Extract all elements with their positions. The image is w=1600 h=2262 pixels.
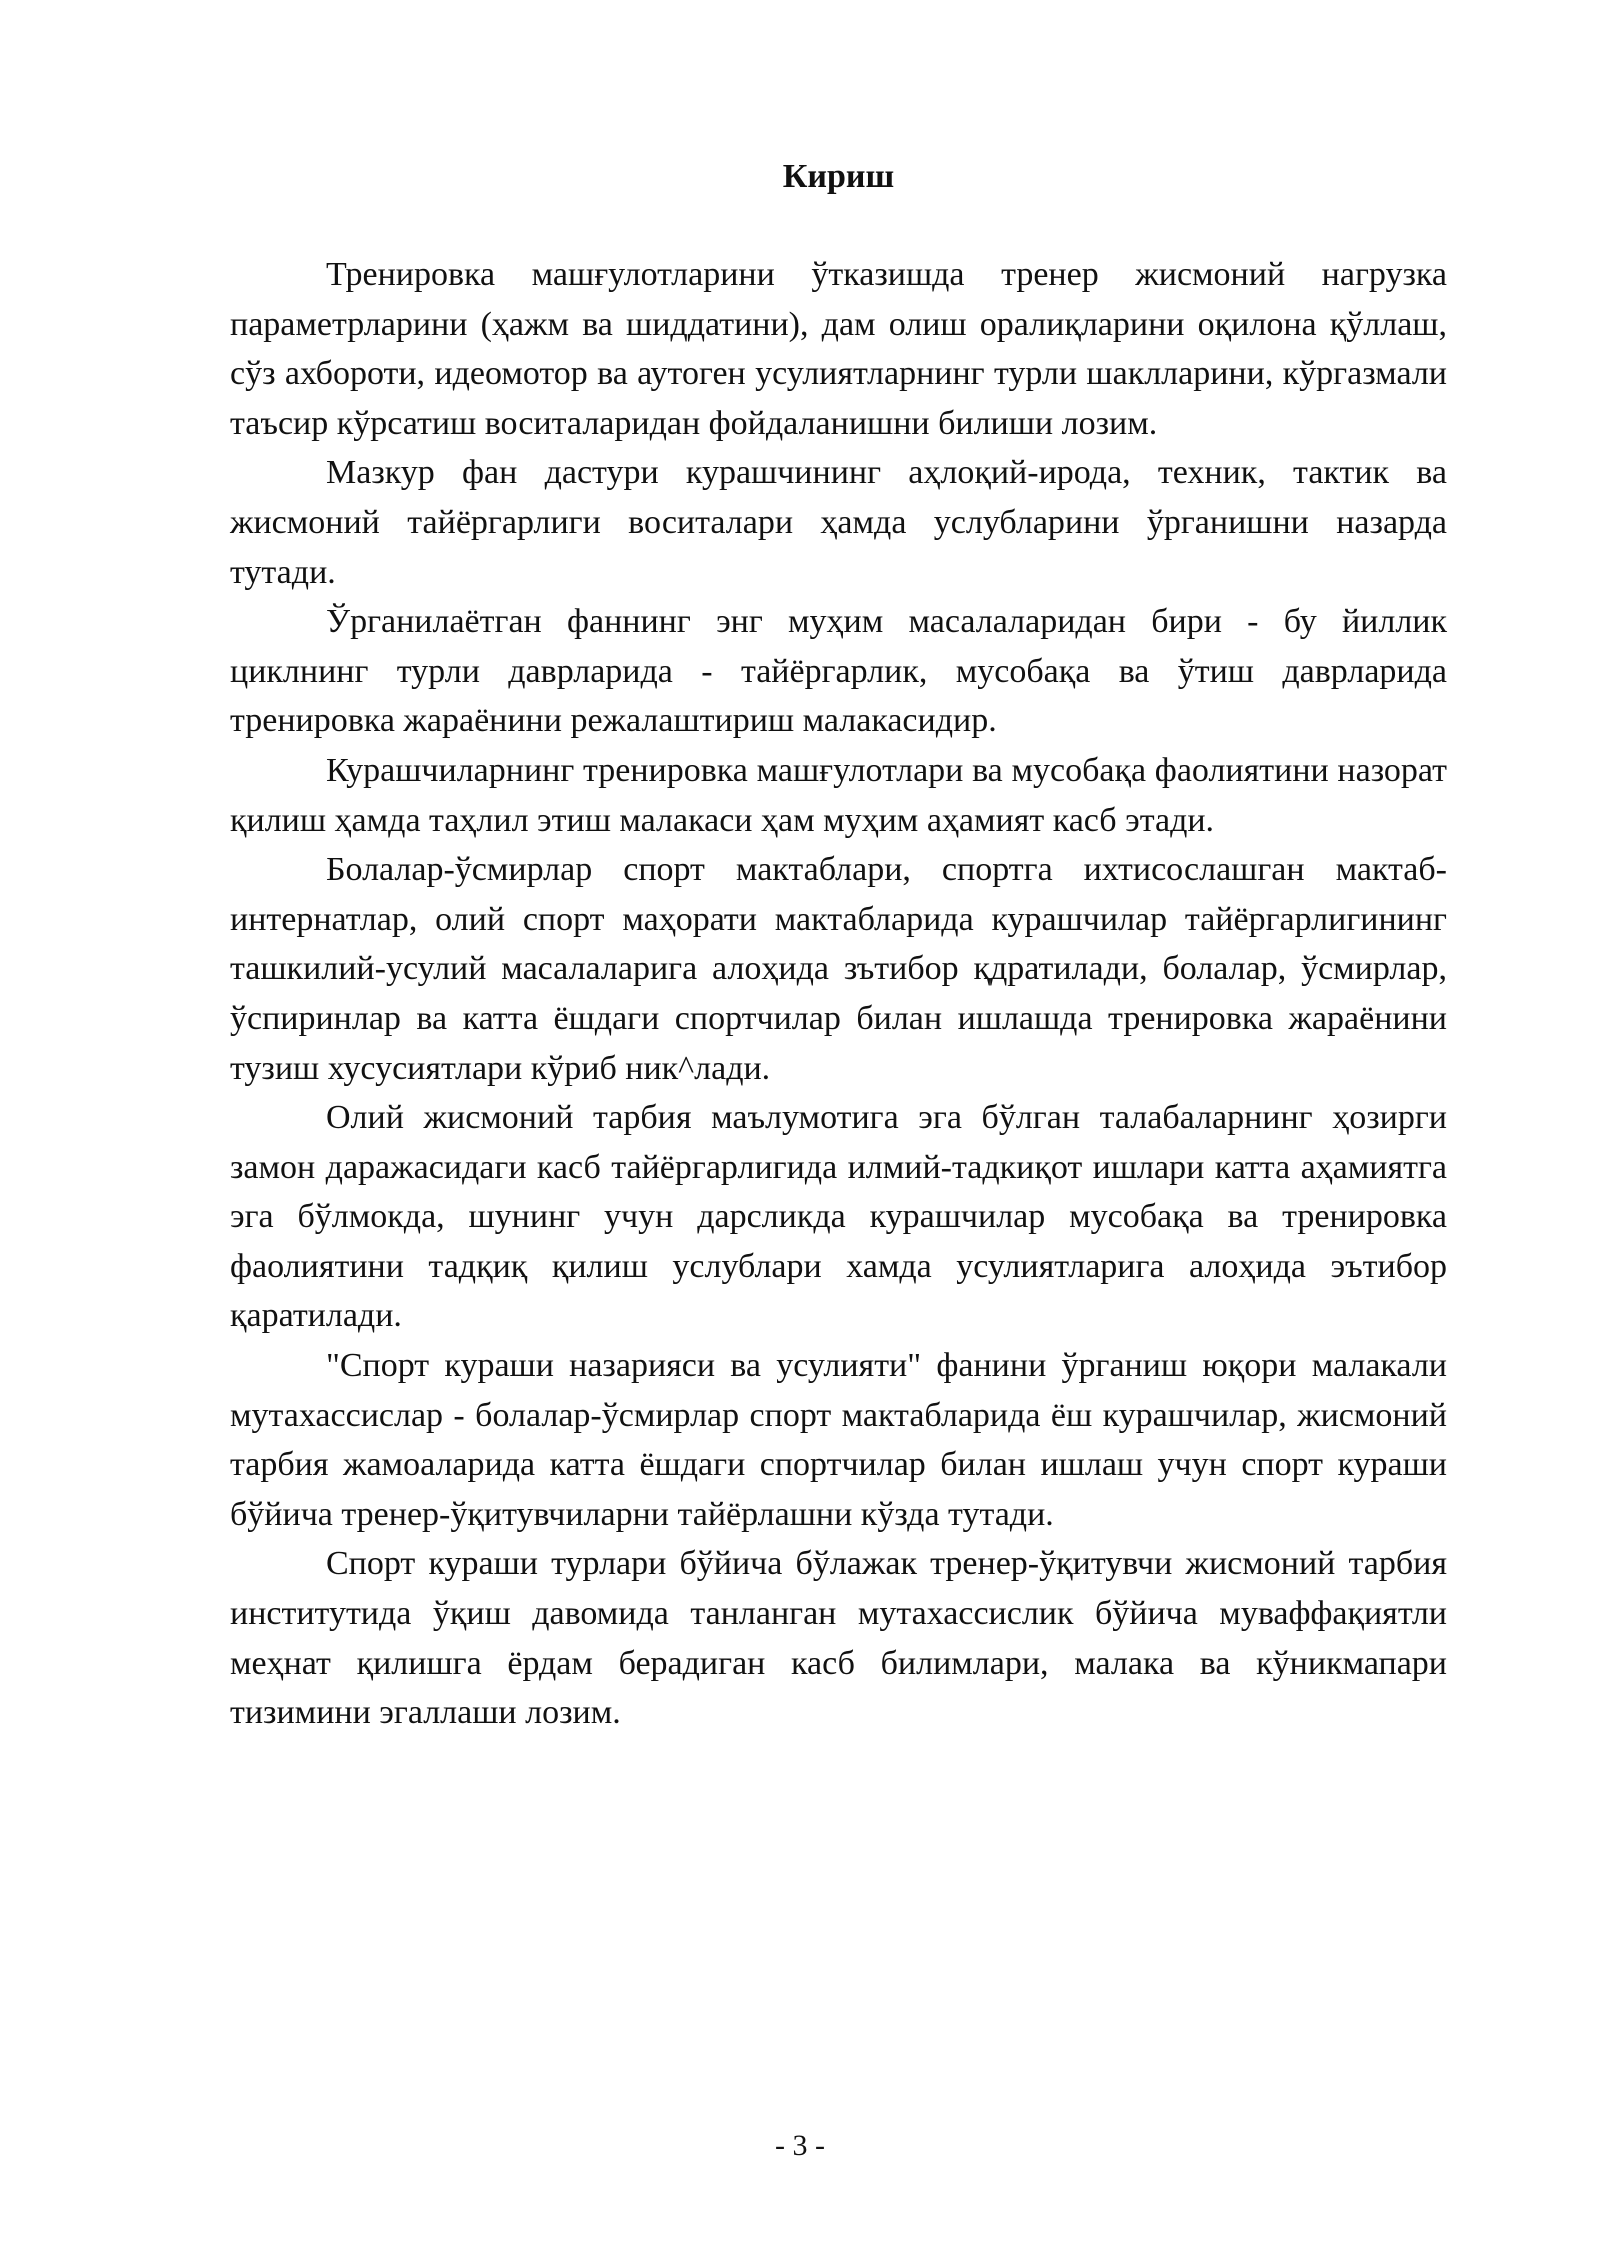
document-title: Кириш: [782, 158, 895, 195]
page-number: - 3 -: [775, 2129, 825, 2162]
paragraph-5: Болалар-ўсмирлар спорт мактаблари, спортга ихтисослашган мактаб-интернатлар, олий спорт маҳорати мактабларида курашчилар тайёргарлигининг ташкилий-усулий масалаларига алоҳида зътибор қдратилади, болалар, ўсмирлар, ўспиринлар ва катта ёшдаги спортчилар билан ишлашда тренировка жараёнини тузиш хусусиятлари кўриб ник^лади.: [230, 851, 1447, 1087]
paragraph-4: Курашчиларнинг тренировка машғулотлари ва мусобақа фаолиятини назорат қилиш ҳамда таҳлил этиш малакаси ҳам муҳим аҳамият касб этади.: [230, 751, 1447, 839]
paragraph-7: "Спорт кураши назарияси ва усулияти" фанини ўрганиш юқори малакали мутахассислар - болалар-ўсмирлар спорт мактабларида ёш курашчилар, жисмоний тарбия жамоаларида катта ёшдаги спортчилар билан ишлаш учун спорт кураши бўйича тренер-ўқитувчиларни тайёрлашни кўзда тутади.: [230, 1347, 1447, 1533]
paragraph-3: Ўрганилаётган фаннинг энг муҳим масалаларидан бири - бу йиллик циклнинг турли даврларида - тайёргарлик, мусобақа ва ўтиш даврларида тренировка жараёнини режалаштириш малакасидир.: [230, 603, 1447, 740]
paragraph-6: Олий жисмоний тарбия маълумотига эга бўлган талабаларнинг ҳозирги замон даражасидаги касб тайёргарлигида илмий-тадкиқот ишлари катта аҳамиятга эга бўлмокда, шунинг учун дарсликда курашчилар мусобақа ва тренировка фаолиятини тадқиқ қилиш услублари хамда усулиятларига алоҳида эътибор қаратилади.: [230, 1099, 1447, 1335]
paragraph-8: Спорт кураши турлари бўйича бўлажак тренер-ўқитувчи жисмоний тарбия институтида ўқиш давомида танланган мутахассислик бўйича муваффақиятли меҳнат қилишга ёрдам берадиган касб билимлари, малака ва кўникмапари тизимини эгаллаши лозим.: [230, 1545, 1447, 1732]
paragraph-1: Тренировка машғулотларини ўтказишда тренер жисмоний нагрузка параметрларини (ҳажм ва шиддатини), дам олиш оралиқларини оқилона қўллаш, сўз ахбороти, идеомотор ва аутоген усулиятларнинг турли шаклларини, кўргазмали таъсир кўрсатиш воситаларидан фойдаланишни билиши лозим.: [230, 256, 1447, 442]
page-content: [230, 152, 1447, 1738]
paragraph-2: Мазкур фан дастури курашчининг аҳлоқий-ирода, техник, тактик ва жисмоний тайёргарлиги воситалари ҳамда услубларини ўрганишни назарда тутади.: [230, 454, 1447, 591]
